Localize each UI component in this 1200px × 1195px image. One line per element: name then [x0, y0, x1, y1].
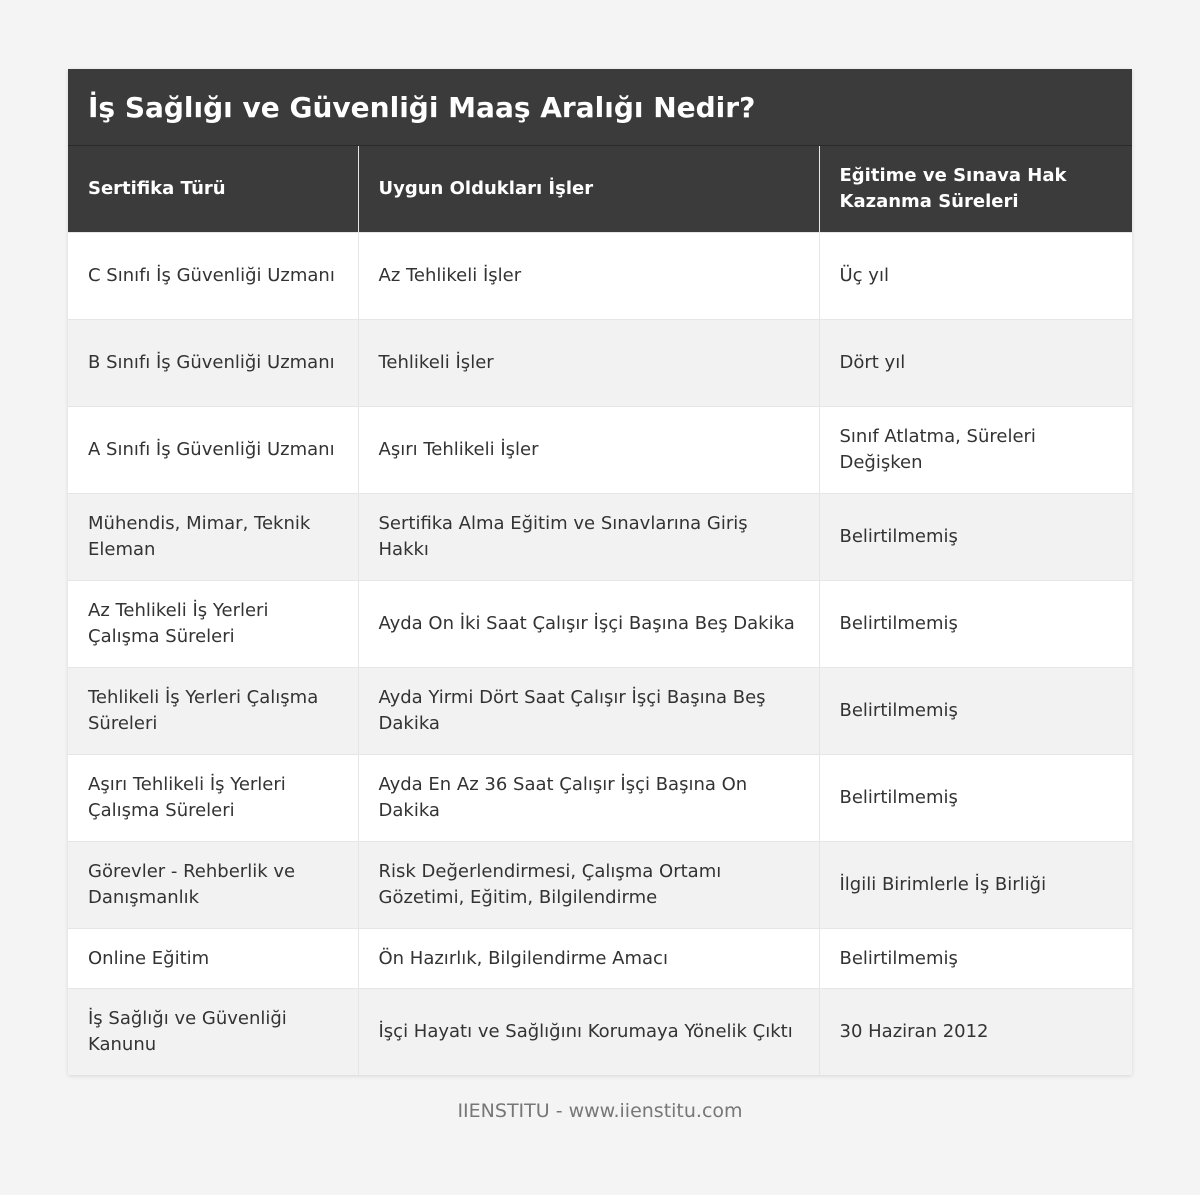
- table-row: [68, 494, 1132, 581]
- table-cell: Sertifika Alma Eğitim ve Sınavlarına Giriş Hakkı: [358, 494, 819, 581]
- table-card: [68, 69, 1132, 1075]
- column-header-sertifika: Sertifika Türü: [68, 146, 358, 233]
- data-table: [68, 146, 1132, 1075]
- table-row: [68, 581, 1132, 668]
- table-cell: B Sınıfı İş Güvenliği Uzmanı: [68, 320, 358, 407]
- table-cell: Risk Değerlendirmesi, Çalışma Ortamı Gözetimi, Eğitim, Bilgilendirme: [358, 842, 819, 929]
- table-cell: C Sınıfı İş Güvenliği Uzmanı: [68, 233, 358, 320]
- table-cell: Ayda Yirmi Dört Saat Çalışır İşçi Başına Beş Dakika: [358, 668, 819, 755]
- column-header-sureler: Eğitime ve Sınava Hak Kazanma Süreleri: [819, 146, 1132, 233]
- table-row: [68, 842, 1132, 929]
- table-cell: Üç yıl: [819, 233, 1132, 320]
- table-cell: Sınıf Atlatma, Süreleri Değişken: [819, 407, 1132, 494]
- column-header-isler: Uygun Oldukları İşler: [358, 146, 819, 233]
- table-row: [68, 233, 1132, 320]
- table-row: [68, 407, 1132, 494]
- table-cell: Belirtilmemiş: [819, 581, 1132, 668]
- table-cell: Az Tehlikeli İşler: [358, 233, 819, 320]
- table-cell: Ayda On İki Saat Çalışır İşçi Başına Beş Dakika: [358, 581, 819, 668]
- table-cell: Belirtilmemiş: [819, 755, 1132, 842]
- table-cell: İlgili Birimlerle İş Birliği: [819, 842, 1132, 929]
- table-cell: Tehlikeli İş Yerleri Çalışma Süreleri: [68, 668, 358, 755]
- table-cell: Tehlikeli İşler: [358, 320, 819, 407]
- table-cell: Belirtilmemiş: [819, 494, 1132, 581]
- table-header: [68, 146, 1132, 233]
- table-cell: Aşırı Tehlikeli İş Yerleri Çalışma Süreleri: [68, 755, 358, 842]
- table-cell: 30 Haziran 2012: [819, 989, 1132, 1076]
- table-cell: Online Eğitim: [68, 929, 358, 989]
- header-row: [68, 146, 1132, 233]
- table-cell: İşçi Hayatı ve Sağlığını Korumaya Yönelik Çıktı: [358, 989, 819, 1076]
- table-cell: Belirtilmemiş: [819, 929, 1132, 989]
- table-cell: Ayda En Az 36 Saat Çalışır İşçi Başına On Dakika: [358, 755, 819, 842]
- table-row: [68, 929, 1132, 989]
- footer-credit: IIENSTITU - www.iienstitu.com: [457, 1100, 743, 1122]
- table-cell: Mühendis, Mimar, Teknik Eleman: [68, 494, 358, 581]
- table-cell: Dört yıl: [819, 320, 1132, 407]
- table-row: [68, 668, 1132, 755]
- table-cell: Görevler - Rehberlik ve Danışmanlık: [68, 842, 358, 929]
- table-title: İş Sağlığı ve Güvenliği Maaş Aralığı Nedir?: [68, 69, 1132, 146]
- table-body: [68, 233, 1132, 1076]
- table-row: [68, 320, 1132, 407]
- table-row: [68, 989, 1132, 1076]
- table-cell: Az Tehlikeli İş Yerleri Çalışma Süreleri: [68, 581, 358, 668]
- table-cell: Aşırı Tehlikeli İşler: [358, 407, 819, 494]
- table-cell: Ön Hazırlık, Bilgilendirme Amacı: [358, 929, 819, 989]
- table-cell: A Sınıfı İş Güvenliği Uzmanı: [68, 407, 358, 494]
- table-cell: Belirtilmemiş: [819, 668, 1132, 755]
- table-cell: İş Sağlığı ve Güvenliği Kanunu: [68, 989, 358, 1076]
- table-row: [68, 755, 1132, 842]
